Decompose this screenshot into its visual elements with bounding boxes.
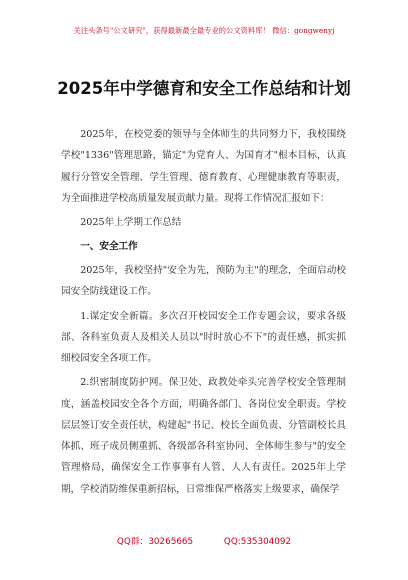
- section-subtitle: 2025年上学期工作总结: [80, 216, 182, 228]
- document-title: 2025年中学德育和安全工作总结和计划: [57, 79, 351, 98]
- footer-qq-group: QQ群：30265665: [116, 537, 194, 547]
- footer-qq: QQ:535304092: [223, 537, 292, 547]
- safety-item-2: 2.织密制度防护网。保卫处、政教处牵头完善学校安全管理制度，涵盖校园安全各个方面，明确各部门、各岗位安全职责。学校层层签订安全责任状，构建起"书记、校长全面负责、分管副校长具体抓、班子成员侧重抓、各级部各科室协同、全体师生参与"的安全管理格局，确保安全工作事事有人管、人人有责任。2025年上学期，学校消防维保重新招标，日常维保严格落实上级要求，确保学: [61, 377, 346, 495]
- footer-contact: [0, 534, 408, 547]
- section-heading-safety: 一、安全工作: [80, 241, 138, 253]
- document-body: [61, 124, 346, 503]
- intro-paragraph: 2025年，在校党委的领导与全体师生的共同努力下，我校围绕学校"1336"管理思路，锚定"为党育人、为国育才"根本目标，认真履行分管安全管理、学生管理、德育教育、心理健康教育等职责，为全面推进学校高质量发展贡献力量。现将工作情况汇报如下：: [61, 129, 346, 204]
- header-banner: 关注头条号"公文研究"，获得最新最全最专业的公文资料库！ 微信：gongwenyj: [73, 26, 335, 35]
- safety-intro-paragraph: 2025年，我校坚持"安全为先，预防为主"的理念，全面启动校园安全防线建设工作。: [61, 265, 346, 298]
- safety-item-1: 1.谋定安全新篇。多次召开校园安全工作专题会议，要求各级部、各科室负责人及相关人员以"时时放心不下"的责任感，抓实抓细校园安全各项工作。: [61, 310, 346, 365]
